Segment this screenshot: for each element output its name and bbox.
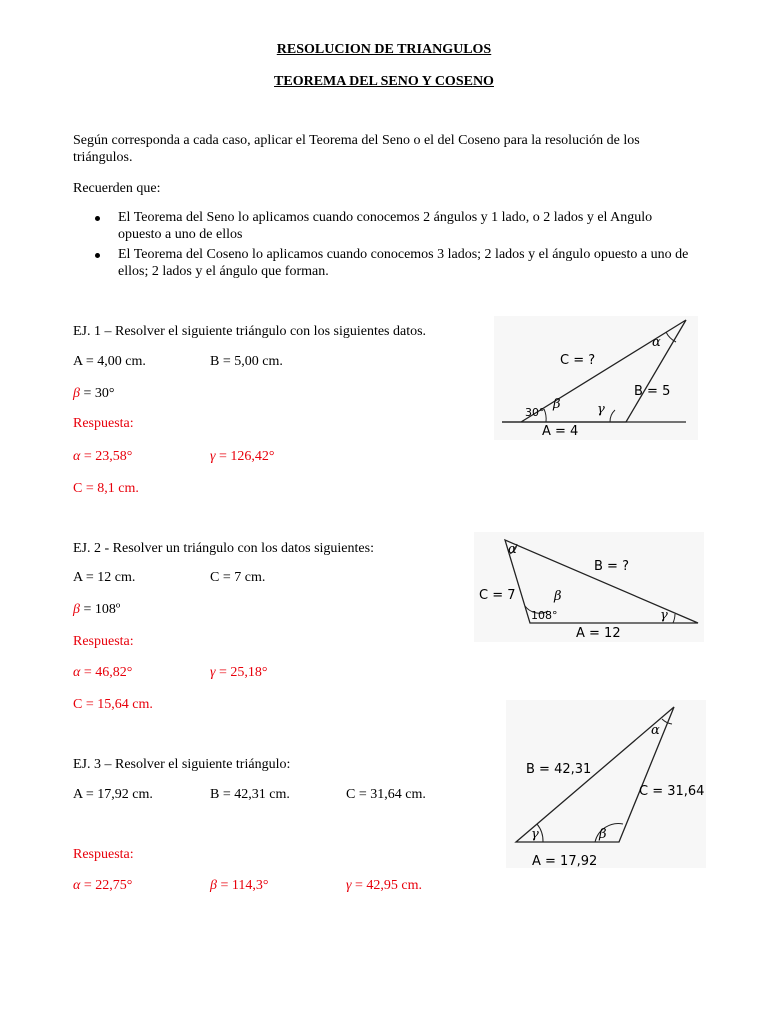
ej3-side-a: A = 17,92 cm. xyxy=(73,787,153,802)
fig-alpha: α xyxy=(651,723,660,738)
ej1-gamma-value: = 126,42° xyxy=(219,449,275,464)
fig-label-a: A = 12 xyxy=(576,626,621,641)
ej2-side-a: A = 12 cm. xyxy=(73,570,136,585)
ej1-triangle-svg xyxy=(494,316,698,440)
page-subtitle: TEOREMA DEL SENO Y COSENO xyxy=(274,74,494,89)
beta-symbol: β xyxy=(210,878,217,893)
ej3-triangle-figure xyxy=(506,700,706,868)
beta-symbol: β xyxy=(73,602,80,617)
fig-beta: β xyxy=(554,589,562,604)
gamma-symbol: γ xyxy=(210,449,216,464)
fig-label-a: A = 4 xyxy=(542,424,579,439)
fig-label-b: B = ? xyxy=(594,559,629,574)
fig-label-c: C = ? xyxy=(560,353,596,368)
page-title: RESOLUCION DE TRIANGULOS xyxy=(276,42,492,57)
ej1-gamma-answer xyxy=(210,449,275,465)
fig-label-angle: 30° xyxy=(525,406,545,419)
gamma-symbol: γ xyxy=(346,878,352,893)
ej1-heading: EJ. 1 – Resolver el siguiente triángulo con los siguientes datos. xyxy=(73,324,427,339)
fig-gamma: γ xyxy=(597,402,605,417)
fig-label-a: A = 17,92 xyxy=(532,854,598,868)
ej3-side-c: C = 31,64 cm. xyxy=(346,787,426,802)
ej1-c-answer: C = 8,1 cm. xyxy=(73,481,139,496)
ej3-heading: EJ. 3 – Resolver el siguiente triángulo: xyxy=(73,757,291,772)
ej1-response-label: Respuesta: xyxy=(73,416,134,431)
ej1-triangle-figure xyxy=(494,316,698,440)
ej2-alpha-value: = 46,82° xyxy=(83,665,133,680)
ej2-side-c: C = 7 cm. xyxy=(210,570,266,585)
ej1-beta-value: = 30° xyxy=(83,386,115,401)
bullet-2-line-1: El Teorema del Coseno lo aplicamos cuando conocemos 3 lados; 2 lados y el ángulo opuesto a uno de xyxy=(118,247,689,262)
beta-symbol: β xyxy=(73,386,80,401)
fig-beta: β xyxy=(553,397,561,412)
ej1-alpha-value: = 23,58° xyxy=(83,449,133,464)
ej2-heading: EJ. 2 - Resolver un triángulo con los datos siguientes: xyxy=(73,541,374,556)
ej3-side-b: B = 42,31 cm. xyxy=(210,787,290,802)
ej2-triangle-svg xyxy=(474,532,704,642)
fig-alpha: α xyxy=(508,542,517,557)
fig-alpha: α xyxy=(652,335,661,350)
ej3-beta-answer xyxy=(210,878,268,894)
bullet-1-line-1: El Teorema del Seno lo aplicamos cuando conocemos 2 ángulos y 1 lado, o 2 lados y el Angulo xyxy=(118,210,653,225)
bullet-dot xyxy=(95,216,100,221)
ej3-beta-value: = 114,3° xyxy=(220,878,269,893)
ej2-beta-given xyxy=(73,602,120,618)
fig-gamma: γ xyxy=(660,608,668,623)
alpha-symbol: α xyxy=(73,665,81,680)
ej3-alpha-answer xyxy=(73,878,132,894)
ej2-triangle-figure xyxy=(474,532,704,642)
fig-label-c: C = 7 xyxy=(479,588,516,603)
bullet-1-line-2: opuesto a uno de ellos xyxy=(118,227,243,242)
ej3-alpha-value: = 22,75° xyxy=(83,878,133,893)
ej3-gamma-answer xyxy=(346,878,422,894)
ej1-beta-given xyxy=(73,386,114,402)
fig-label-angle: 108° xyxy=(531,609,558,622)
fig-label-b: B = 42,31 xyxy=(526,762,592,777)
alpha-symbol: α xyxy=(73,878,81,893)
intro-line-2: triángulos. xyxy=(73,150,133,165)
bullet-2-line-2: ellos; 2 lados y el ángulo que forman. xyxy=(118,264,329,279)
ej3-gamma-value: = 42,95 cm. xyxy=(355,878,423,893)
alpha-symbol: α xyxy=(73,449,81,464)
ej2-gamma-answer xyxy=(210,665,268,681)
fig-gamma: γ xyxy=(531,827,539,842)
ej2-c-answer: C = 15,64 cm. xyxy=(73,697,153,712)
fig-label-c: C = 31,64 xyxy=(639,784,705,799)
remember-label: Recuerden que: xyxy=(73,181,161,196)
ej2-alpha-answer xyxy=(73,665,132,681)
ej1-alpha-answer xyxy=(73,449,132,465)
ej2-response-label: Respuesta: xyxy=(73,634,134,649)
gamma-symbol: γ xyxy=(210,665,216,680)
ej3-response-label: Respuesta: xyxy=(73,847,134,862)
fig-label-b: B = 5 xyxy=(634,384,671,399)
ej2-gamma-value: = 25,18° xyxy=(219,665,268,680)
ej1-side-a: A = 4,00 cm. xyxy=(73,354,146,369)
ej3-triangle-svg xyxy=(506,700,706,868)
ej2-beta-value: = 108º xyxy=(83,602,121,617)
bullet-dot xyxy=(95,253,100,258)
ej1-side-b: B = 5,00 cm. xyxy=(210,354,283,369)
intro-line-1: Según corresponda a cada caso, aplicar el Teorema del Seno o el del Coseno para la resolución de los xyxy=(73,133,640,148)
fig-beta: β xyxy=(599,827,607,842)
